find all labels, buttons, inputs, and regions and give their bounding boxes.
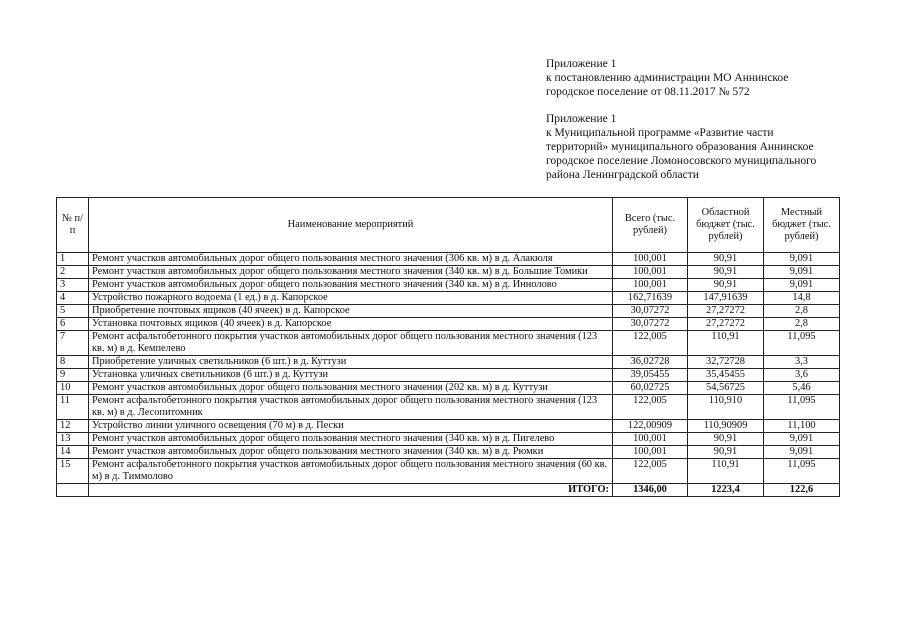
row-num: 11 (57, 395, 89, 420)
row-regional: 110,91 (688, 331, 764, 356)
row-local: 14,8 (764, 292, 840, 305)
row-total: 122,00909 (613, 420, 688, 433)
row-regional: 90,91 (688, 279, 764, 292)
row-regional: 90,91 (688, 253, 764, 266)
row-total: 122,005 (613, 331, 688, 356)
totals-label: ИТОГО: (89, 484, 613, 497)
row-local: 2,8 (764, 305, 840, 318)
header-local: Местный бюджет (тыс. рублей) (764, 198, 840, 253)
row-total: 60,02725 (613, 382, 688, 395)
row-total: 122,005 (613, 459, 688, 484)
row-regional: 27,27272 (688, 318, 764, 331)
row-local: 9,091 (764, 433, 840, 446)
row-regional: 90,91 (688, 433, 764, 446)
totals-total: 1346,00 (613, 484, 688, 497)
table-body (57, 253, 840, 484)
row-regional: 54,56725 (688, 382, 764, 395)
row-regional: 32,72728 (688, 356, 764, 369)
row-regional: 90,91 (688, 266, 764, 279)
table-row (57, 433, 840, 446)
row-num: 3 (57, 279, 89, 292)
table-row (57, 369, 840, 382)
table-row (57, 356, 840, 369)
annex2-line5: района Ленинградской области (546, 169, 699, 181)
row-local: 11,095 (764, 331, 840, 356)
annex1-title: Приложение 1 (546, 58, 617, 70)
row-num: 6 (57, 318, 89, 331)
row-name: Ремонт участков автомобильных дорог общего пользования местного значения (202 кв. м) в д. Куттузи (89, 382, 613, 395)
row-num: 1 (57, 253, 89, 266)
row-regional: 90,91 (688, 446, 764, 459)
row-local: 11,095 (764, 395, 840, 420)
row-total: 39,05455 (613, 369, 688, 382)
row-regional: 110,910 (688, 395, 764, 420)
annex2-line3: территорий» муниципального образования Аннинское (546, 141, 814, 153)
row-name: Установка уличных светильников (6 шт.) в д. Куттузи (89, 369, 613, 382)
row-local: 9,091 (764, 266, 840, 279)
row-local: 5,46 (764, 382, 840, 395)
totals-empty-cell (57, 484, 89, 497)
annex1-line2: к постановлению администрации МО Аннинское (546, 72, 789, 84)
row-name: Ремонт участков автомобильных дорог общего пользования местного значения (340 кв. м) в д. Большие Томики (89, 266, 613, 279)
row-regional: 110,90909 (688, 420, 764, 433)
row-name: Ремонт асфальтобетонного покрытия участков автомобильных дорог общего пользования местного значения (123 кв. м) в д. Кемпелево (89, 331, 613, 356)
row-num: 12 (57, 420, 89, 433)
row-total: 100,001 (613, 253, 688, 266)
table-row (57, 420, 840, 433)
annex-header (546, 57, 846, 182)
row-total: 100,001 (613, 266, 688, 279)
row-local: 11,100 (764, 420, 840, 433)
table-row (57, 253, 840, 266)
row-num: 4 (57, 292, 89, 305)
row-name: Ремонт участков автомобильных дорог общего пользования местного значения (340 кв. м) в д. Пигелево (89, 433, 613, 446)
row-total: 30,07272 (613, 318, 688, 331)
table-row (57, 446, 840, 459)
row-name: Устройство пожарного водоема (1 ед.) в д. Капорское (89, 292, 613, 305)
row-total: 36,02728 (613, 356, 688, 369)
row-num: 9 (57, 369, 89, 382)
row-num: 5 (57, 305, 89, 318)
table-row (57, 459, 840, 484)
header-regional: Областной бюджет (тыс. рублей) (688, 198, 764, 253)
row-name: Ремонт участков автомобильных дорог общего пользования местного значения (340 кв. м) в д. Рюмки (89, 446, 613, 459)
header-total: Всего (тыс. рублей) (613, 198, 688, 253)
row-local: 9,091 (764, 279, 840, 292)
row-num: 15 (57, 459, 89, 484)
annex2-title: Приложение 1 (546, 113, 617, 125)
row-total: 100,001 (613, 279, 688, 292)
row-local: 2,8 (764, 318, 840, 331)
row-num: 14 (57, 446, 89, 459)
header-name: Наименование мероприятий (89, 198, 613, 253)
table-row (57, 305, 840, 318)
annex2-line2: к Муниципальной программе «Развитие части (546, 127, 774, 139)
row-name: Ремонт асфальтобетонного покрытия участков автомобильных дорог общего пользования местного значения (60 кв. м) в д. Тиммолово (89, 459, 613, 484)
table-row (57, 318, 840, 331)
row-total: 122,005 (613, 395, 688, 420)
table-row (57, 331, 840, 356)
row-name: Ремонт участков автомобильных дорог общего пользования местного значения (340 кв. м) в д. Иннолово (89, 279, 613, 292)
table-row (57, 279, 840, 292)
row-name: Приобретение почтовых ящиков (40 ячеек) в д. Капорское (89, 305, 613, 318)
row-name: Устройство линии уличного освещения (70 м) в д. Пески (89, 420, 613, 433)
row-regional: 35,45455 (688, 369, 764, 382)
row-num: 13 (57, 433, 89, 446)
row-local: 9,091 (764, 446, 840, 459)
annex2-line4: городское поселение Ломоносовского муниципального (546, 155, 817, 167)
totals-local: 122,6 (764, 484, 840, 497)
row-name: Ремонт участков автомобильных дорог общего пользования местного значения (306 кв. м) в д. Алакюля (89, 253, 613, 266)
annex1-line3: городское поселение от 08.11.2017 № 572 (546, 86, 750, 98)
row-num: 10 (57, 382, 89, 395)
header-num: № п/п (57, 198, 89, 253)
row-name: Приобретение уличных светильников (6 шт.) в д. Куттузи (89, 356, 613, 369)
table-row (57, 382, 840, 395)
row-total: 30,07272 (613, 305, 688, 318)
row-regional: 27,27272 (688, 305, 764, 318)
row-total: 162,71639 (613, 292, 688, 305)
row-local: 9,091 (764, 253, 840, 266)
measures-table (56, 197, 840, 497)
row-regional: 110,91 (688, 459, 764, 484)
row-local: 3,3 (764, 356, 840, 369)
row-local: 3,6 (764, 369, 840, 382)
row-num: 8 (57, 356, 89, 369)
row-name: Ремонт асфальтобетонного покрытия участков автомобильных дорог общего пользования местного значения (123 кв. м) в д. Лесопитомник (89, 395, 613, 420)
table-row (57, 266, 840, 279)
totals-regional: 1223,4 (688, 484, 764, 497)
table-header-row (57, 198, 840, 253)
table-row (57, 292, 840, 305)
row-regional: 147,91639 (688, 292, 764, 305)
row-total: 100,001 (613, 446, 688, 459)
row-name: Установка почтовых ящиков (40 ячеек) в д. Капорское (89, 318, 613, 331)
table-row (57, 395, 840, 420)
row-num: 2 (57, 266, 89, 279)
row-num: 7 (57, 331, 89, 356)
totals-row (57, 484, 840, 497)
row-local: 11,095 (764, 459, 840, 484)
row-total: 100,001 (613, 433, 688, 446)
